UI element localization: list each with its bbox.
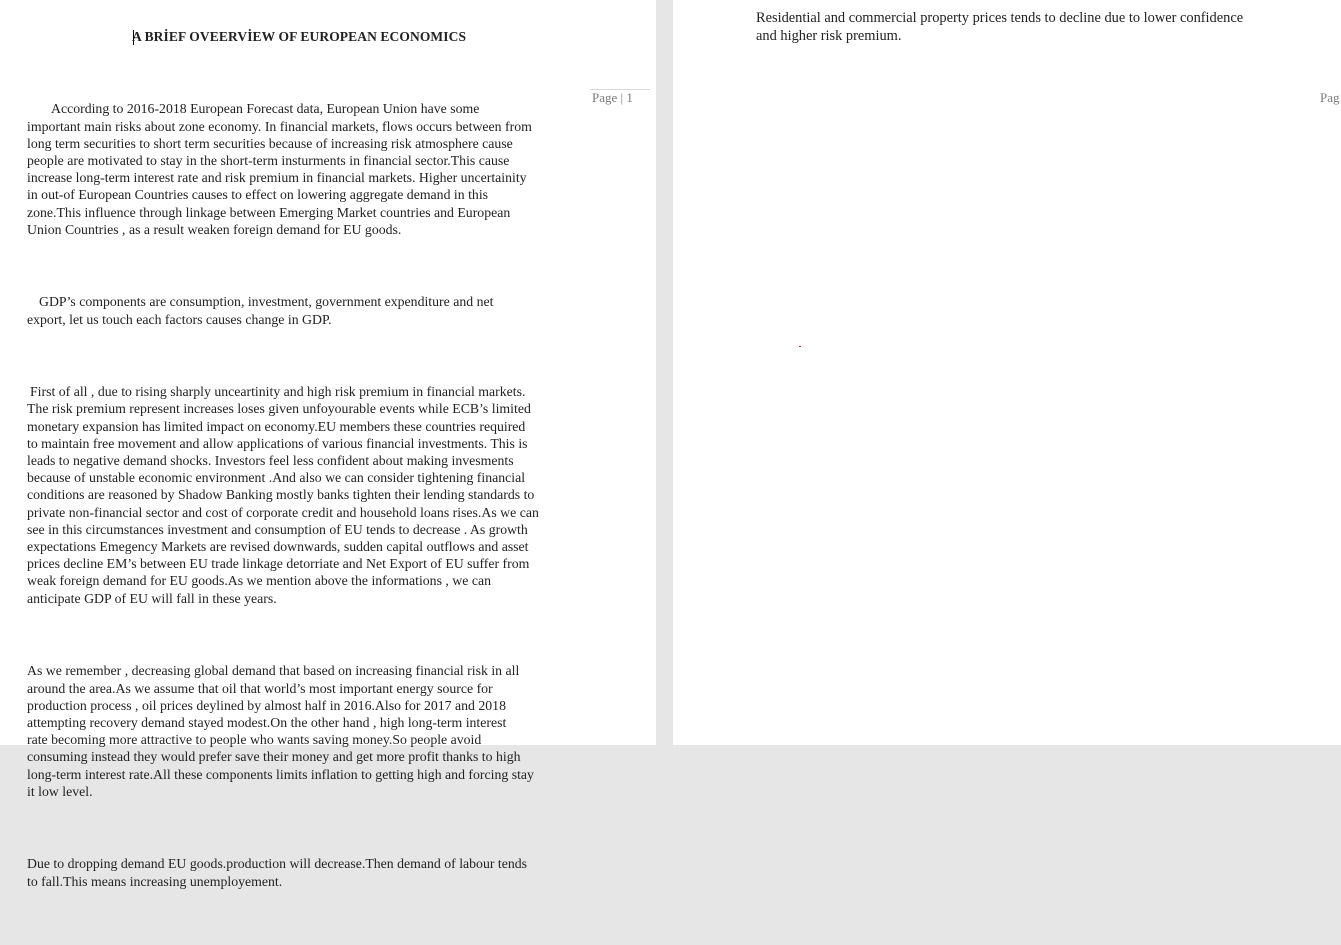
paragraph-4[interactable]: As we remember , decreasing global demand that based on increasing financial risk in all around the area.As we assume that oil that world’s most important energy source for production process , oil prices deylined by almost half in 2016.Also for 2017 and 2018 attempting recovery demand stayed modest.On the other hand , high long-term interest rate becoming more attractive to people who wants saving money.So people avoid consuming instead they would prefer save their money and get more profit thanks to high long-term interest rate.All these components limits inflation to getting high and forcing stay it low level.	[27, 663, 534, 799]
paragraph-5[interactable]: Due to dropping demand EU goods.production will decrease.Then demand of labour tends to fall.This means increasing unemployement.	[27, 856, 528, 889]
document-page-2[interactable]	[673, 0, 1341, 745]
paragraph-2[interactable]: GDP’s components are consumption, investment, government expenditure and net export, let us touch each factors causes change in GDP.	[27, 294, 494, 327]
document-title[interactable]: A BRİEF OVEERVİEW OF EUROPEAN ECONOMICS	[132, 29, 467, 44]
page-number-label-2: Pag	[1320, 90, 1340, 105]
paragraph-1[interactable]: According to 2016-2018 European Forecast data, European Union have some important main risks about zone economy. In financial markets, flows occurs between from long term securities to short term securities because of increasing risk atmosphere cause people are motivated to stay in the short-term insturments in financial sector.This cause increase long-term interest rate and risk premium in financial markets. Higher uncertainity in out-of European Countries causes to effect on lowering aggregate demand in this zone.This influence through linkage between Emerging Market countries and European Union Countries , as a result weaken foreign demand for EU goods.	[27, 101, 532, 237]
page-number-label: Page | 1	[592, 90, 633, 105]
spell-mark	[799, 346, 801, 347]
document-page-1[interactable]	[0, 0, 656, 889]
paragraph-page-2[interactable]: Residential and commercial property prices tends to decline due to lower confidence and higher risk premium.	[756, 10, 1244, 44]
paragraph-3[interactable]: First of all , due to rising sharply unceartinity and high risk premium in financial markets. The risk premium represent increases loses given unfoyourable events while ECB’s limited monetary expansion has limited impact on economy.EU members these countries required to maintain free movement and allow applications of various financial investments. This is leads to negative demand shocks. Investors feel less confident about making invesments because of unstable economic environment .And also we can consider tightening financial conditions are reasoned by Shadow Banking mostly banks tighten their lending standards to private non-financial sector and cost of corporate credit and household loans rises.As we can see in this circumstances investment and consumption of EU tends to decrease . As growth expectations Emegency Markets are revised downwards, sudden capital outflows and asset prices decline EM’s between EU trade linkage detorriate and Net Export of EU suffer from weak foreign demand for EU goods.As we mention above the informations , we can anticipate GDP of EU will fall in these years.	[27, 384, 539, 606]
document-body[interactable]	[27, 66, 577, 945]
